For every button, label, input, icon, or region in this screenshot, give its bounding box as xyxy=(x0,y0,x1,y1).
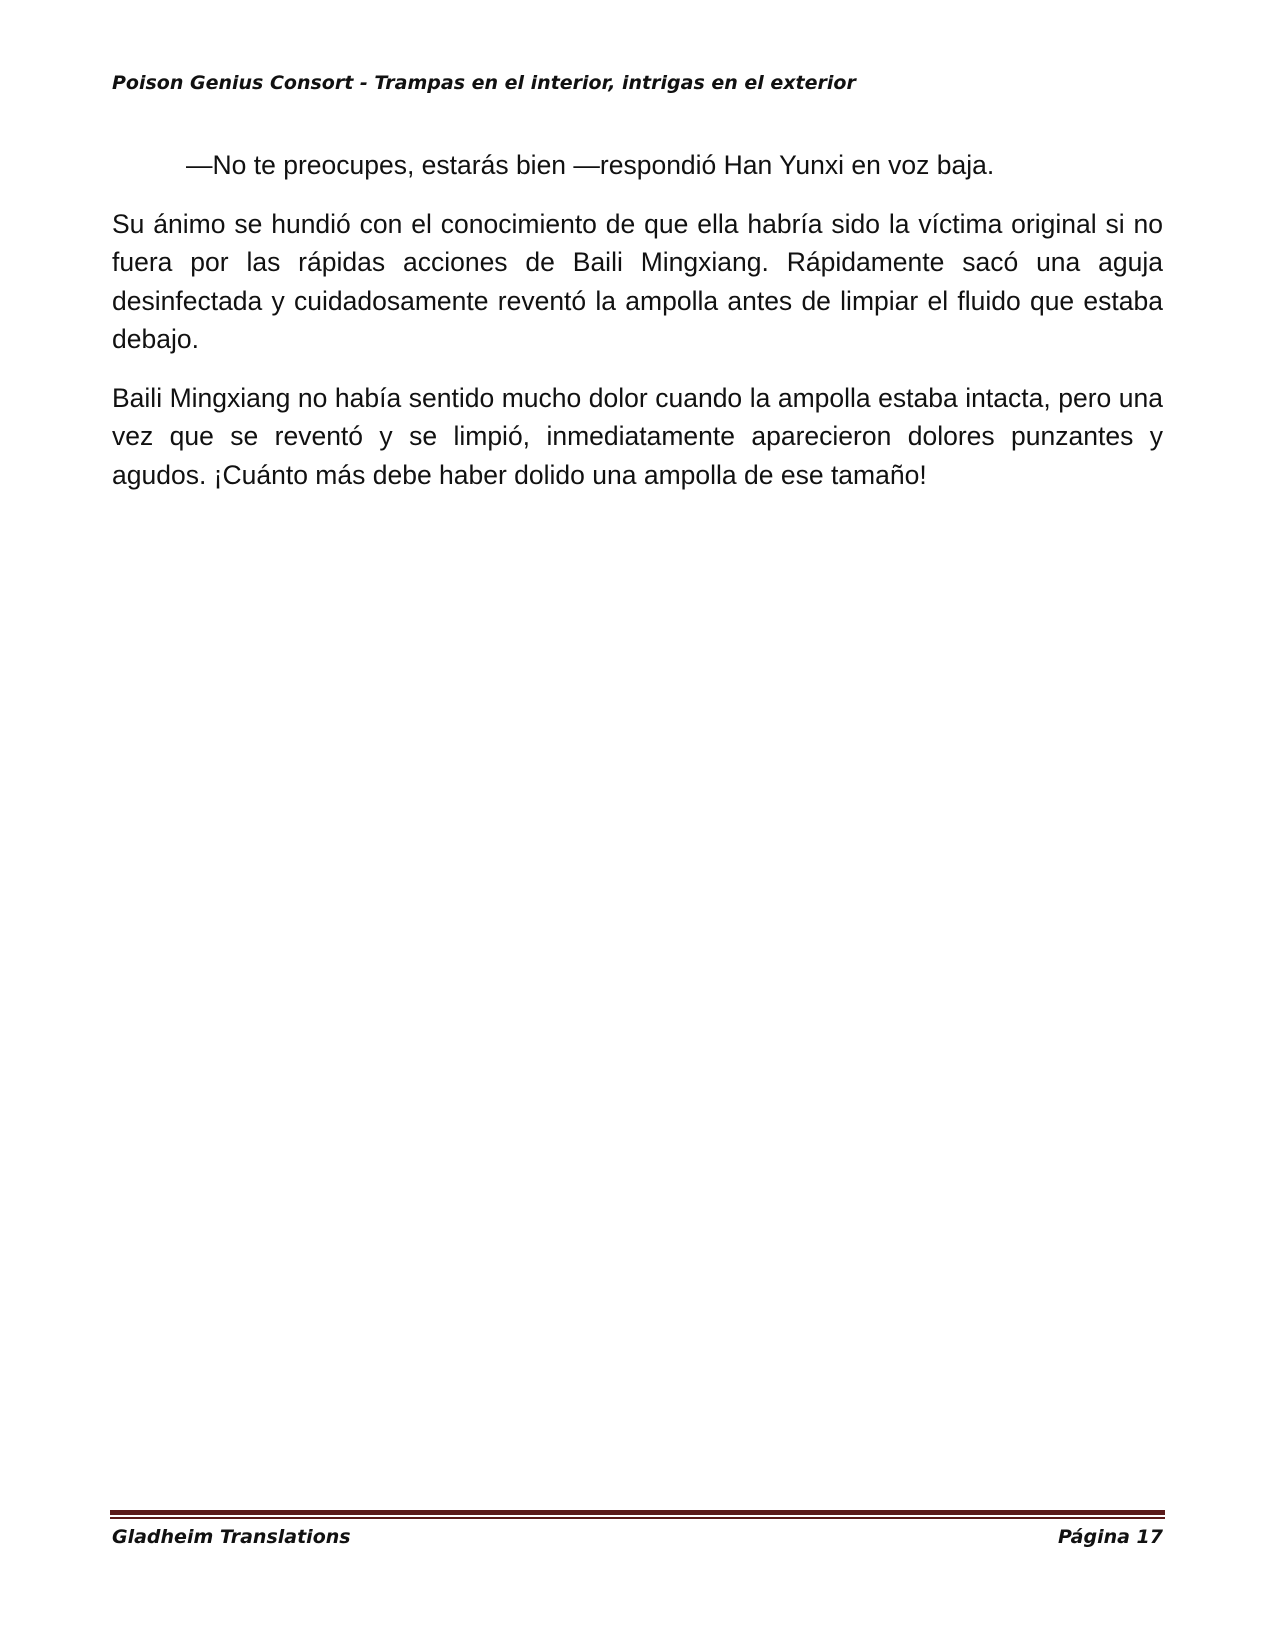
paragraph: Baili Mingxiang no había sentido mucho dolor cuando la ampolla estaba intacta, pero una vez que se reventó y se limpió, inmediatamente aparecieron dolores punzantes y agudos. ¡Cuánto más debe haber dolido una ampolla de ese tamaño! xyxy=(112,382,1163,490)
paragraph: Su ánimo se hundió con el conocimiento de que ella habría sido la víctima original si no fuera por las rápidas acciones de Baili Mingxiang. Rápidamente sacó una aguja desinfectada y cuidadosamente reventó la ampolla antes de limpiar el fluido que estaba debajo. xyxy=(112,208,1163,354)
paragraph-dialogue: —No te preocupes, estarás bien —respondió Han Yunxi en voz baja. xyxy=(186,150,995,180)
page-number: Página 17 xyxy=(1057,1526,1163,1548)
footer-publisher: Gladheim Translations xyxy=(112,1526,351,1548)
document-body xyxy=(112,146,1163,514)
running-header: Poison Genius Consort - Trampas en el interior, intrigas en el exterior xyxy=(112,72,856,94)
footer-rule-thin xyxy=(110,1517,1165,1519)
footer-rule xyxy=(110,1510,1165,1515)
